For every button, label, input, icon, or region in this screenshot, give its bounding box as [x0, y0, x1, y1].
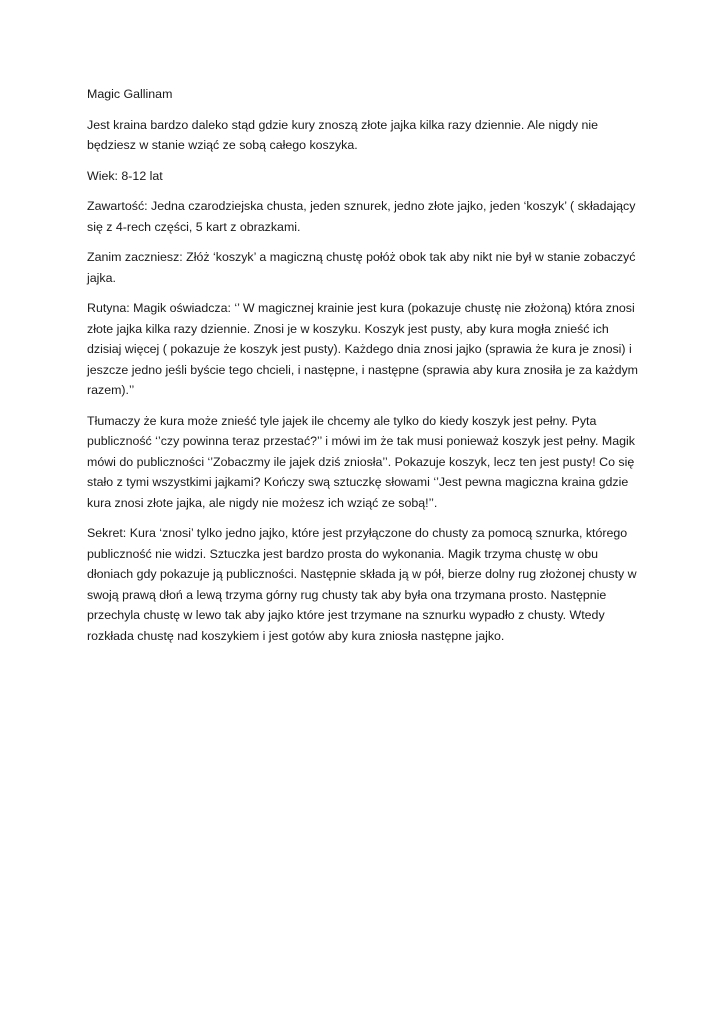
intro-paragraph: Jest kraina bardzo daleko stąd gdzie kury znoszą złote jajka kilka razy dziennie. Ale nigdy nie będziesz w stanie wziąć ze sobą całego koszyka. [87, 117, 599, 152]
preparation-paragraph: Zanim zaczniesz: Złóż ‘koszyk’ a magiczną chustę połóż obok tak aby nikt nie był w stanie zobaczyć jajka. [87, 250, 636, 285]
explanation-paragraph: Tłumaczy że kura może znieść tyle jajek ile chcemy ale tylko do kiedy koszyk jest pełny. Pyta publiczność ‘’czy powinna teraz przestać?’’ i mówi im że tak musi ponieważ koszyk jest pełny. Magik mówi do publiczności ‘’Zobaczmy ile jajek dziś zniosła’’. Pokazuje koszyk, lecz ten jest pusty! Co się stało z tymi wszystkimi jajkami? Kończy swą sztuczkę słowami ‘’Jest pewna magiczna kraina gdzie kura znosi złote jajka, ale nigdy nie możesz ich wziąć ze sobą!’’. [87, 413, 635, 510]
contents-paragraph: Zawartość: Jedna czarodziejska chusta, jeden sznurek, jedno złote jajko, jeden ‘koszyk’ ( składający się z 4-rech części, 5 kart z obrazkami. [87, 199, 636, 234]
age-paragraph: Wiek: 8-12 lat [87, 168, 163, 183]
routine-paragraph: Rutyna: Magik oświadcza: ‘’ W magicznej krainie jest kura (pokazuje chustę nie złożoną) która znosi złote jajka kilka razy dziennie. Znosi je w koszyku. Koszyk jest pusty, aby kura mogła znieść ich dzisiaj więcej ( pokazuje że koszyk jest pusty). Każdego dnia znosi jajko (sprawia że kura je znosi) i jeszcze jedno jeśli byście tego chcieli, i następne, i następne (sprawia aby kura znosiła je za każdym razem).’’ [87, 301, 638, 397]
secret-paragraph: Sekret: Kura ‘znosi’ tylko jedno jajko, które jest przyłączone do chusty za pomocą sznurka, którego publiczność nie widzi. Sztuczka jest bardzo prosta do wykonania. Magik trzyma chustę w obu dłoniach gdy pokazuje ją publiczności. Następnie składa ją w pół, bierze dolny rug złożonej chusty w swoją prawą dłoń a lewą trzyma górny rug chusty tak aby była ona trzymana prosto. Następnie przechyla chustę w lewo tak aby jajko które jest trzymane na sznurku wypadło z chusty. Wtedy rozkłada chustę nad koszykiem i jest gotów aby kura zniosła następne jajko. [87, 526, 637, 643]
document-title: Magic Gallinam [87, 87, 173, 101]
